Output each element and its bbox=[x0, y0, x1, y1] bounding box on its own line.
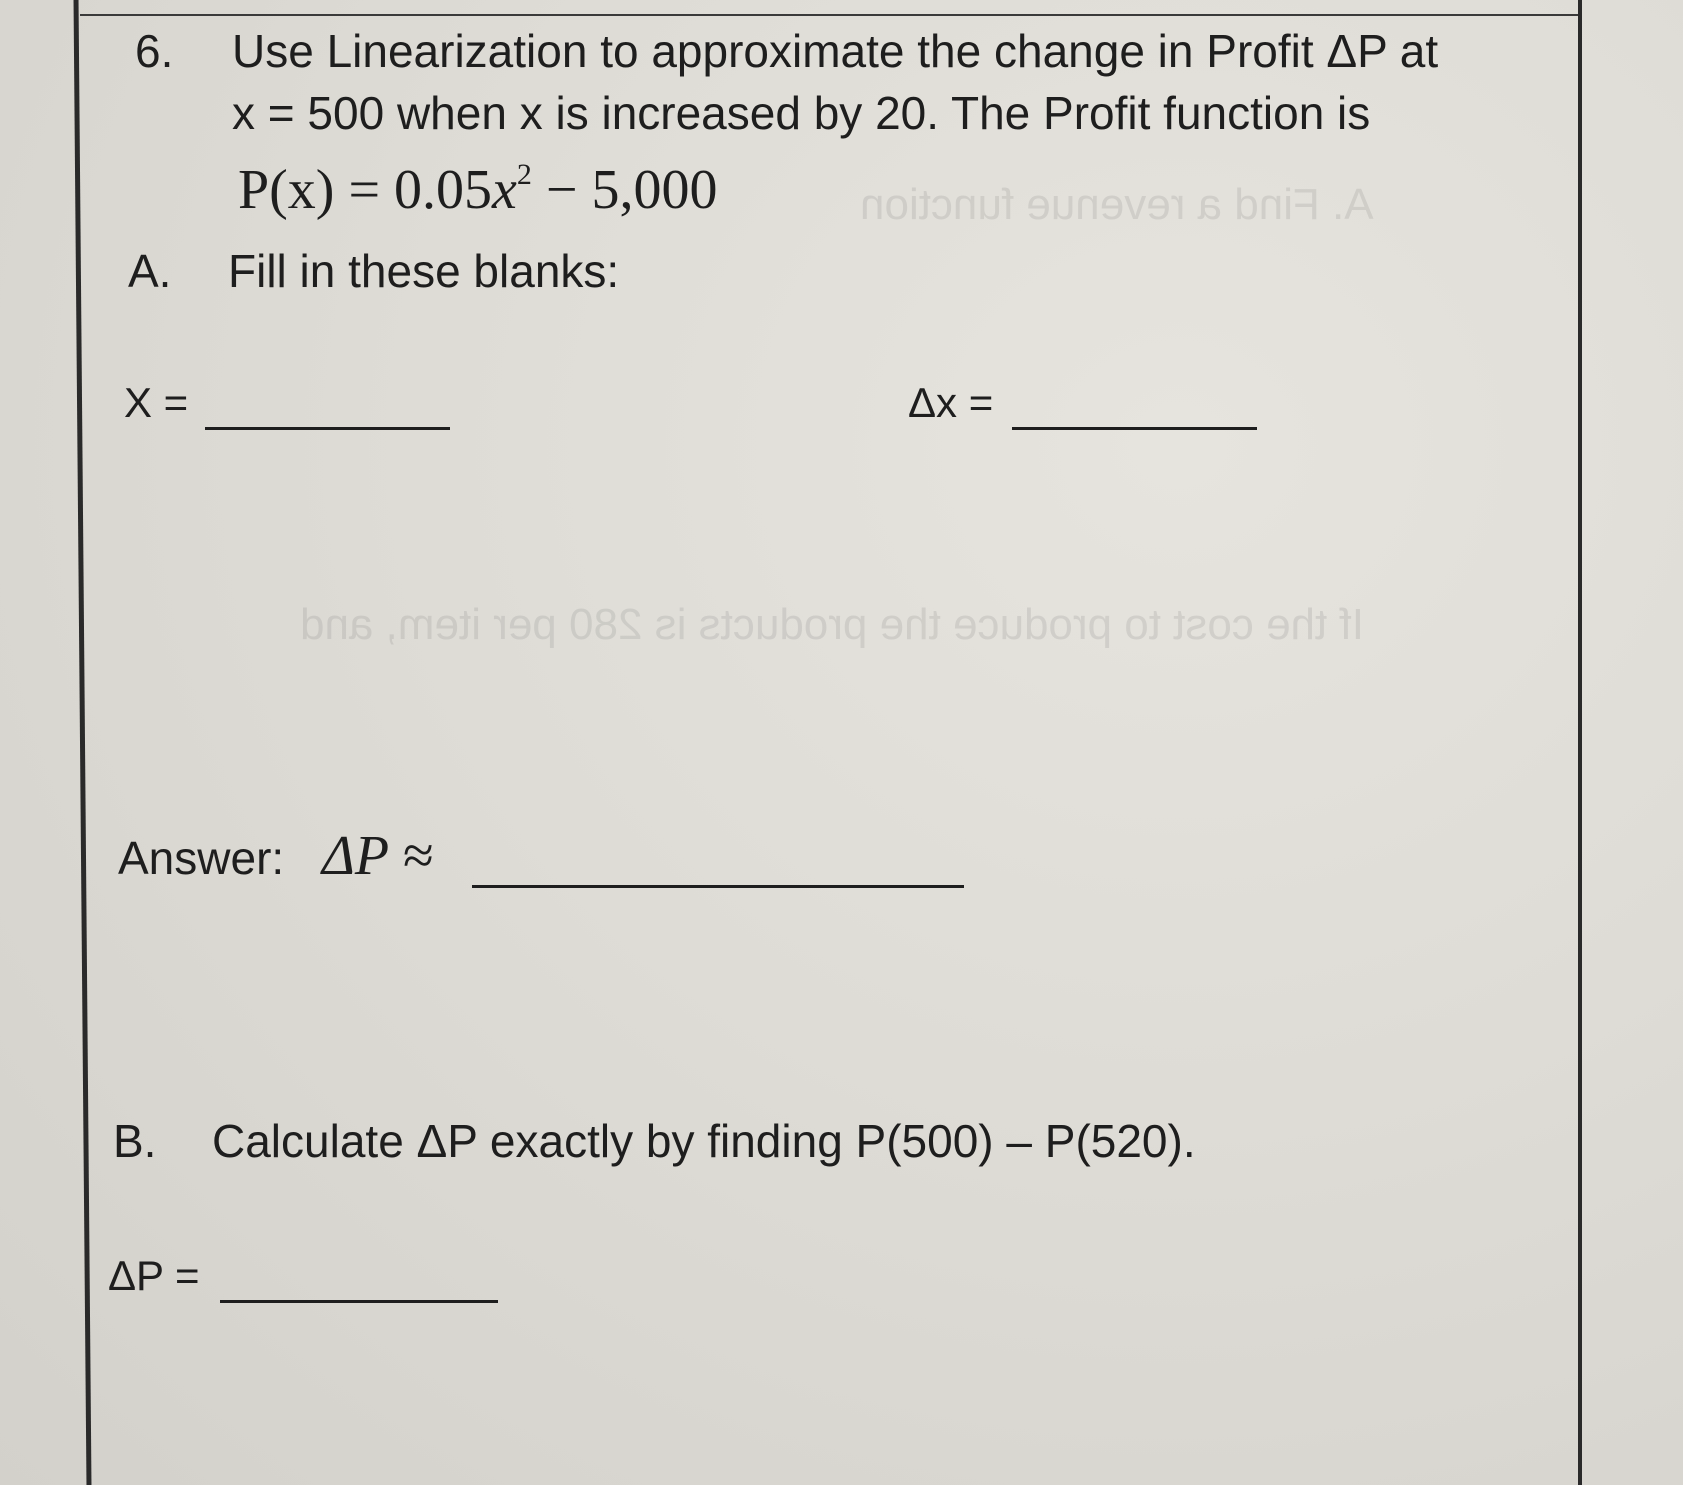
question-line-2: x = 500 when x is increased by 20. The Profit function is bbox=[232, 87, 1371, 139]
profit-formula: $P(x) = 0.05x^2 - 5,000$ bbox=[238, 158, 718, 221]
x-answer-blank[interactable] bbox=[205, 427, 450, 430]
question-number: 6. bbox=[135, 25, 174, 77]
part-b-instruction: Calculate ΔP exactly by finding P(500) – P(520). bbox=[212, 1115, 1196, 1167]
delta-p-exact-label: ΔP = bbox=[108, 1252, 200, 1299]
box-right-border bbox=[1578, 0, 1582, 1485]
delta-p-approx-blank[interactable] bbox=[472, 885, 964, 888]
part-a-label: A. bbox=[128, 245, 172, 297]
bleed-through-text: If the cost to produce the products is 280 per item, and bbox=[300, 600, 1364, 649]
bleed-through-text: A. Find a revenue function bbox=[860, 180, 1374, 229]
x-blank-label: X = bbox=[124, 379, 189, 426]
box-top-border bbox=[80, 14, 1582, 16]
part-b-label: B. bbox=[113, 1115, 157, 1167]
question-line-1: Use Linearization to approximate the change in Profit ΔP at bbox=[232, 25, 1439, 77]
delta-p-approx-symbol: ΔP ≈ bbox=[322, 825, 433, 887]
part-a-instruction: Fill in these blanks: bbox=[228, 245, 620, 297]
answer-label: Answer: bbox=[118, 832, 285, 884]
dx-answer-blank[interactable] bbox=[1012, 427, 1257, 430]
dx-blank-label: Δx = bbox=[908, 379, 994, 426]
delta-p-exact-blank[interactable] bbox=[220, 1300, 498, 1303]
